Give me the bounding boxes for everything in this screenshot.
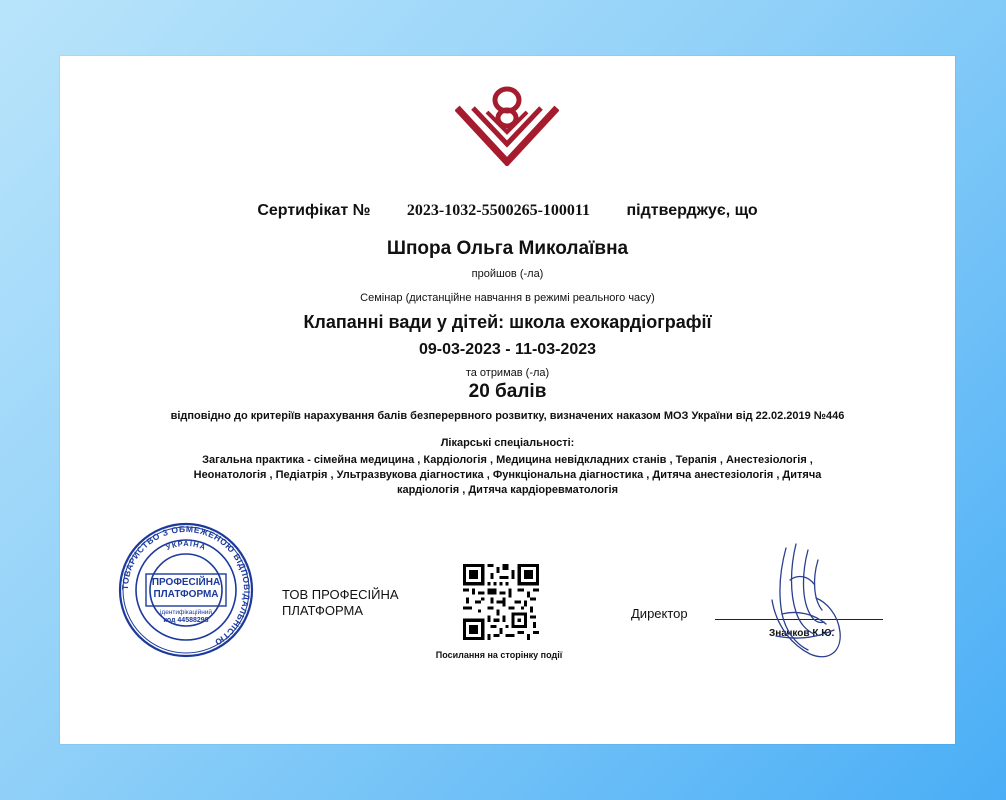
company-stamp bbox=[118, 522, 254, 658]
qr-caption: Посилання на сторінку події bbox=[435, 650, 563, 660]
stamp-line-1: ПРОФЕСІЙНА bbox=[151, 577, 221, 588]
specialties-list: Загальна практика - сімейна медицина , Кардіологія , Медицина невідкладних станів , Терапія , Анестезіологія , Неонатологія , Педіатрія , Ультразвукова діагностика , Функціональна діагностика , Дитяча анестезіологія , Дитяча кардіологія , Дитяча кардіоревматологія bbox=[193, 454, 822, 496]
criteria-text: відповідно до критеріїв нарахування балів безперервного розвитку, визначених наказом МОЗ України від 22.02.2019 №446 bbox=[170, 410, 845, 422]
passed-text: пройшов (-ла) bbox=[471, 268, 544, 280]
certificate-number-line bbox=[60, 202, 955, 220]
director-signature bbox=[756, 540, 848, 666]
director-name: Значков К.Ю. bbox=[769, 628, 835, 639]
received-text: та отримав (-ла) bbox=[465, 367, 550, 379]
recipient-name: Шпора Ольга Миколаївна bbox=[386, 238, 629, 259]
course-title: Клапанні вади у дітей: школа ехокардіографії bbox=[303, 312, 712, 332]
event-type: Семінар (дистанційне навчання в режимі реального часу) bbox=[360, 292, 655, 304]
svg-text:УКРАЇНА bbox=[165, 539, 208, 552]
qr-code-icon[interactable] bbox=[463, 564, 539, 640]
stamp-code: код 44588298 bbox=[163, 617, 209, 624]
certificate-sheet bbox=[60, 56, 955, 744]
stamp-line-2: ПЛАТФОРМА bbox=[153, 589, 219, 600]
director-label: Директор bbox=[631, 606, 688, 621]
certificate-label: Сертифікат № bbox=[257, 202, 371, 219]
stamp-id-label: ідентифікаційний bbox=[159, 609, 213, 616]
organization-name: ТОВ ПРОФЕСІЙНА ПЛАТФОРМА bbox=[282, 587, 399, 618]
certificate-number: 2023-1032-5500265-100011 bbox=[406, 202, 591, 219]
logo-emblem-icon bbox=[455, 86, 559, 166]
points-awarded: 20 балів bbox=[468, 381, 547, 402]
event-dates: 09-03-2023 - 11-03-2023 bbox=[418, 341, 597, 358]
stamp-inner-text: УКРАЇНА bbox=[164, 538, 208, 553]
specialties-title: Лікарські спеціальності: bbox=[440, 437, 575, 449]
confirms-text: підтверджує, що bbox=[626, 202, 758, 219]
stamp-outer-text: ТОВАРИСТВО З ОБМЕЖЕНОЮ ВІДПОВІДАЛЬНІСТЮ bbox=[119, 523, 253, 648]
